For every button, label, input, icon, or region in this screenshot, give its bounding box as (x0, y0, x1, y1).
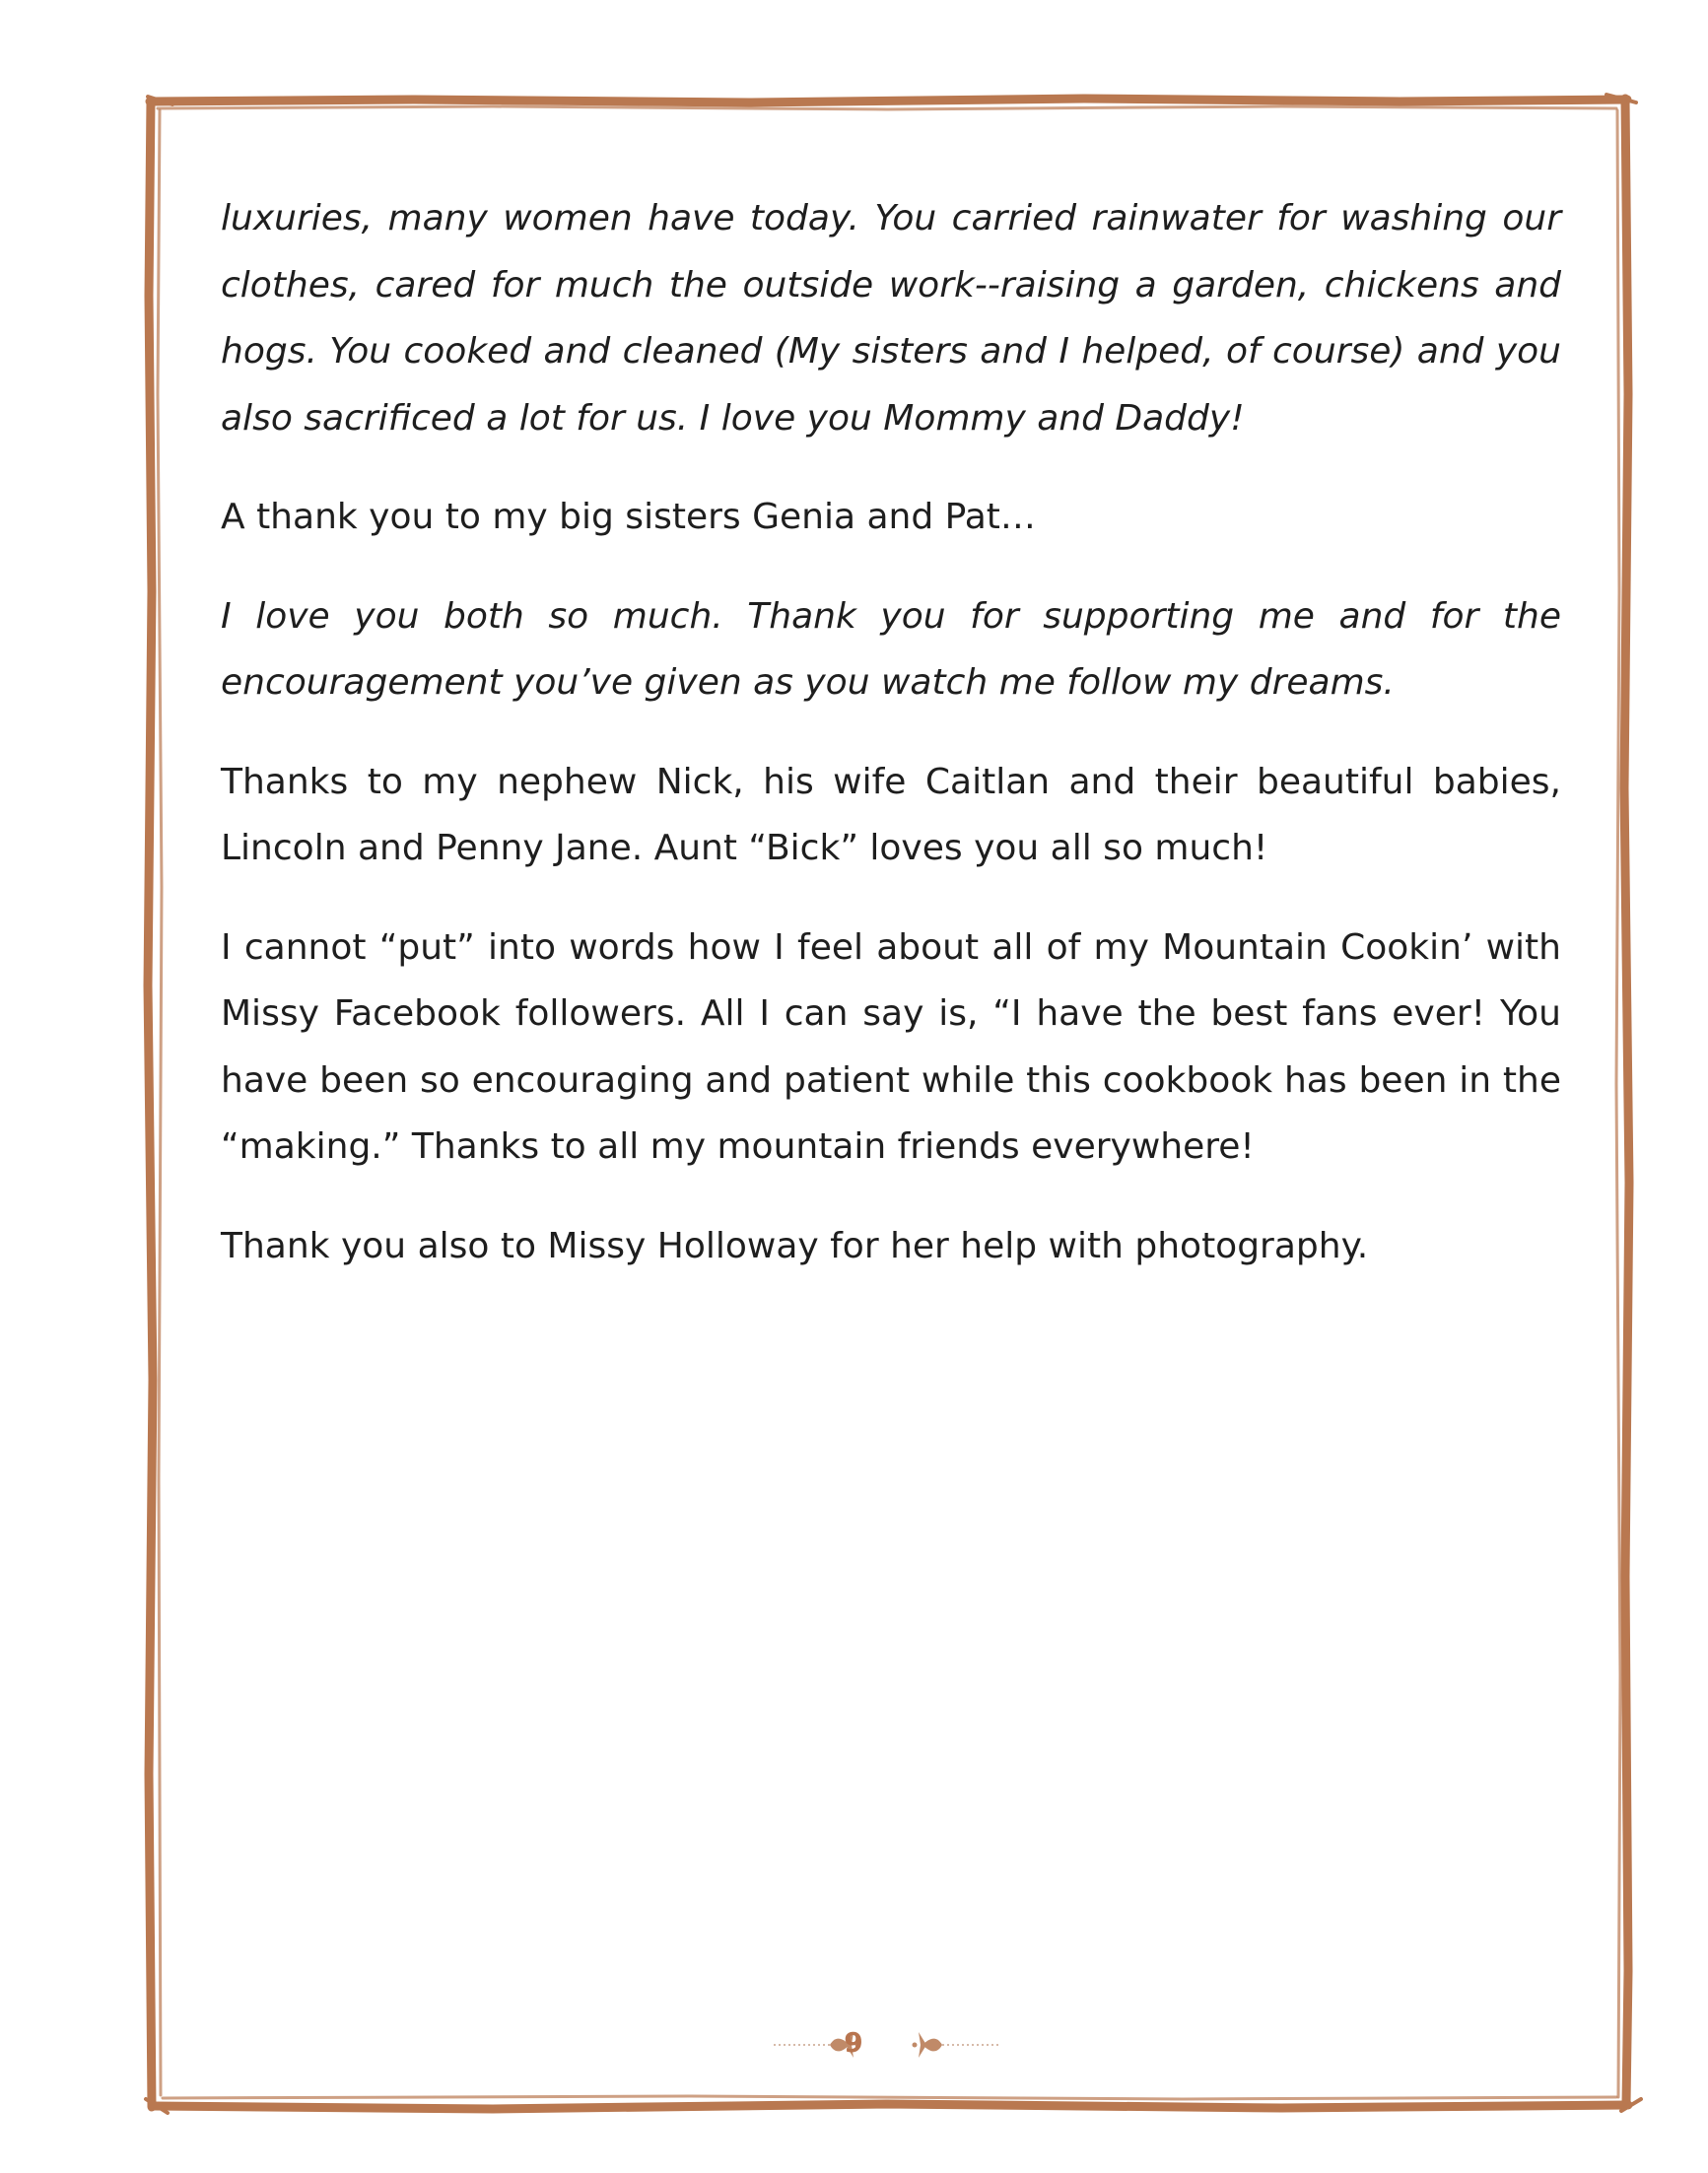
page-number: 9 (844, 2026, 863, 2059)
paragraph-sisters-intro: A thank you to my big sisters Genia and Pat… (221, 497, 1036, 537)
paragraph-photography: Thank you also to Missy Holloway for her help with photography. (221, 1225, 1369, 1266)
paragraph-followers: I cannot “put” into words how I feel about all of my Mountain Cookin’ with Missy Facebook followers. All I can say is, “I have the best fans ever! You have been so encouraging and patient while this cookbook has been in the “making.” Thanks to all my mountain friends everywhere! (221, 926, 1561, 1167)
paragraph-parents: luxuries, many women have today. You carried rainwater for washing our clothes, cared for much the outside work--raising a garden, chickens and hogs. You cooked and cleaned (My sisters and I helped, of course) and you also sacrificed a lot for us. I love you Mommy and Daddy! (221, 198, 1561, 439)
paragraph-sisters-message: I love you both so much. Thank you for supporting me and for the encouragement you’ve given as you watch me follow my dreams. (221, 595, 1561, 703)
acknowledgements-text (221, 185, 1561, 1312)
paragraph-nephew: Thanks to my nephew Nick, his wife Caitlan and their beautiful babies, Lincoln and Penny Jane. Aunt “Bick” loves you all so much! (221, 761, 1561, 868)
